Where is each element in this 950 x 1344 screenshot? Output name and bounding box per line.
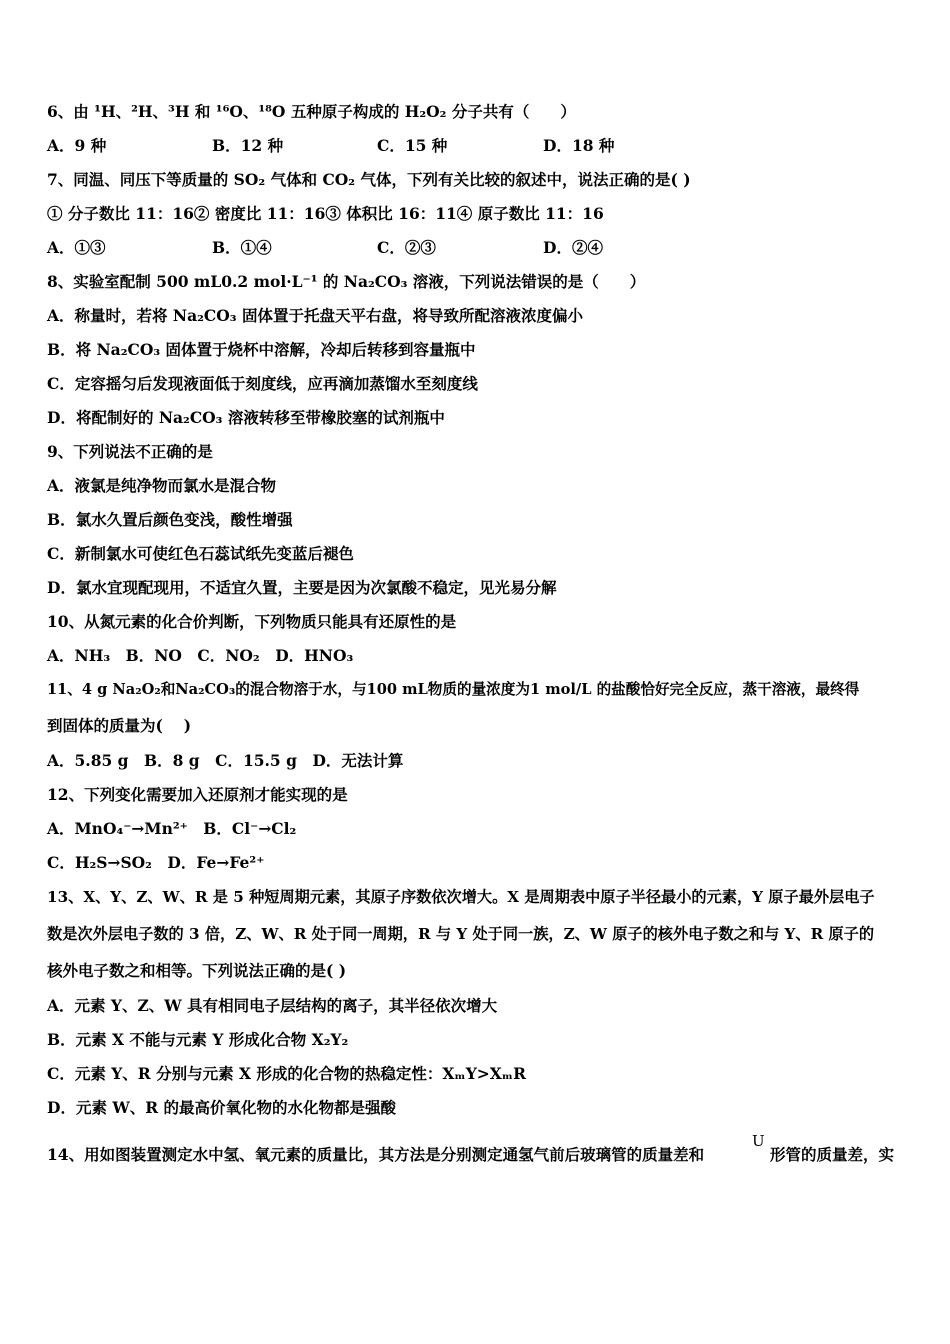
q8-option-a: A．称量时，若将 Na₂CO₃ 固体置于托盘天平右盘，将导致所配溶液浓度偏小: [47, 306, 583, 325]
q13-stem-line1: 13、X、Y、Z、W、R 是 5 种短周期元素，其原子序数依次增大。X 是周期表中原子半径最小的元素，Y 原子最外层电子: [47, 888, 875, 906]
q7-stem: 7、同温、同压下等质量的 SO₂ 气体和 CO₂ 气体，下列有关比较的叙述中，说法正确的是( ): [47, 170, 691, 189]
q13-option-b: B．元素 X 不能与元素 Y 形成化合物 X₂Y₂: [47, 1030, 349, 1049]
q7-statements: ① 分子数比 11：16② 密度比 11：16③ 体积比 16：11④ 原子数比 11：16: [47, 204, 604, 223]
q7-option-d: D．②④: [543, 238, 603, 257]
q12-options-line1: A．MnO₄⁻→Mn²⁺ B．Cl⁻→Cl₂: [47, 819, 297, 838]
q11-stem-line2: 到固体的质量为( ): [47, 716, 192, 735]
q14-stem-part1: 14、用如图装置测定水中氢、氧元素的质量比，其方法是分别测定通氢气前后玻璃管的质量差和: [47, 1145, 705, 1164]
q12-stem: 12、下列变化需要加入还原剂才能实现的是: [47, 785, 348, 804]
q6-option-a: A．9 种: [47, 136, 107, 155]
q12-options-line2: C．H₂S→SO₂ D．Fe→Fe²⁺: [47, 853, 265, 872]
q8-option-c: C．定容摇匀后发现液面低于刻度线，应再滴加蒸馏水至刻度线: [47, 374, 478, 393]
q6-option-d: D．18 种: [543, 136, 615, 155]
q11-options: A．5.85 g B．8 g C．15.5 g D．无法计算: [47, 751, 404, 770]
q13-option-d: D．元素 W、R 的最高价氧化物的水化物都是强酸: [47, 1098, 397, 1117]
q7-option-b: B．①④: [212, 238, 272, 257]
q14-stem-part2: 形管的质量差，实: [770, 1145, 895, 1164]
q14-u-mark: U: [752, 1132, 765, 1150]
q6-option-c: C．15 种: [377, 136, 448, 155]
q8-stem: 8、实验室配制 500 mL0.2 mol·L⁻¹ 的 Na₂CO₃ 溶液，下列说法错误的是（ ）: [47, 272, 646, 291]
q13-option-c: C．元素 Y、R 分别与元素 X 形成的化合物的热稳定性：XₘY>XₘR: [47, 1064, 526, 1083]
q8-option-b: B．将 Na₂CO₃ 固体置于烧杯中溶解，冷却后转移到容量瓶中: [47, 340, 476, 359]
q13-stem-line3: 核外电子数之和相等。下列说法正确的是( ): [47, 961, 347, 980]
q7-option-c: C．②③: [377, 238, 436, 257]
q10-stem: 10、从氮元素的化合价判断，下列物质只能具有还原性的是: [47, 612, 457, 631]
q13-option-a: A．元素 Y、Z、W 具有相同电子层结构的离子，其半径依次增大: [47, 996, 498, 1015]
q9-stem: 9、下列说法不正确的是: [47, 442, 213, 461]
q9-option-b: B．氯水久置后颜色变浅，酸性增强: [47, 510, 293, 529]
q9-option-a: A．液氯是纯净物而氯水是混合物: [47, 476, 277, 495]
q9-option-c: C．新制氯水可使红色石蕊试纸先变蓝后褪色: [47, 544, 354, 563]
q6-stem: 6、由 ¹H、²H、³H 和 ¹⁶O、¹⁸O 五种原子构成的 H₂O₂ 分子共有（ ）: [47, 102, 576, 121]
q6-option-b: B．12 种: [212, 136, 284, 155]
q10-options: A．NH₃ B．NO C．NO₂ D．HNO₃: [47, 646, 354, 665]
q8-option-d: D．将配制好的 Na₂CO₃ 溶液转移至带橡胶塞的试剂瓶中: [47, 408, 445, 427]
q9-option-d: D．氯水宜现配现用，不适宜久置，主要是因为次氯酸不稳定，见光易分解: [47, 578, 557, 597]
q11-stem-line1: 11、4 g Na₂O₂和Na₂CO₃的混合物溶于水，与100 mL物质的量浓度为1 mol/L 的盐酸恰好完全反应，蒸干溶液，最终得: [47, 681, 860, 698]
q13-stem-line2: 数是次外层电子数的 3 倍，Z、W、R 处于同一周期，R 与 Y 处于同一族，Z、W 原子的核外电子数之和与 Y、R 原子的: [47, 925, 875, 943]
q7-option-a: A．①③: [47, 238, 106, 257]
